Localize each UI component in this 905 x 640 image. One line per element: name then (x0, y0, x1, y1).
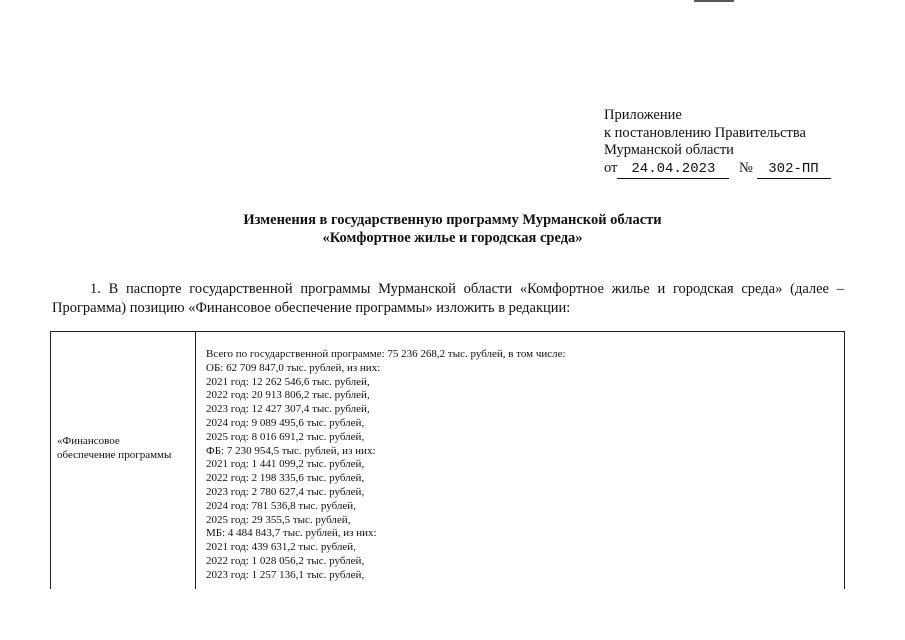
ob-total-line: ОБ: 62 709 847,0 тыс. рублей, из них: (206, 361, 381, 374)
title-line-2: «Комфортное жилье и городская среда» (322, 230, 583, 246)
mb-2022-line: 2022 год: 1 028 056,2 тыс. рублей, (206, 554, 365, 567)
financing-total-line: Всего по государственной программе: 75 236 268,2 тыс. рублей, в том числе: (206, 348, 566, 360)
amendment-paragraph: 1. В паспорте государственной программы Мурманской области «Комфортное жилье и городская среда» (далее – Программа) позицию «Финансовое обеспечение программы» изложить в редакции: (52, 281, 844, 316)
fb-2024-line: 2024 год: 781 536,8 тыс. рублей, (206, 499, 356, 512)
fb-2021-line: 2021 год: 1 441 099,2 тыс. рублей, (206, 458, 365, 471)
appendix-heading: Приложение (604, 107, 682, 123)
top-edge-mark (694, 0, 734, 2)
ob-2021-line: 2021 год: 12 262 546,6 тыс. рублей, (206, 375, 370, 388)
appendix-decree-line: к постановлению Правительства (604, 124, 806, 141)
document-title (0, 211, 905, 247)
table-left-cell (57, 435, 191, 462)
number-prefix: № (739, 159, 753, 176)
appendix-region-line: Мурманской области (604, 142, 734, 158)
fb-2022-line: 2022 год: 2 198 335,6 тыс. рублей, (206, 472, 365, 485)
ob-2024-line: 2024 год: 9 089 495,6 тыс. рублей, (206, 416, 365, 429)
fb-total-line: ФБ: 7 230 954,5 тыс. рублей, из них: (206, 444, 376, 457)
fb-2025-line: 2025 год: 29 355,5 тыс. рублей, (206, 513, 351, 526)
date-prefix: от (604, 159, 618, 176)
appendix-block (604, 107, 831, 179)
table-right-cell (206, 348, 836, 583)
fb-2023-line: 2023 год: 2 780 627,4 тыс. рублей, (206, 485, 365, 498)
title-line-1: Изменения в государственную программу Мурманской области (243, 212, 662, 228)
mb-2021-line: 2021 год: 439 631,2 тыс. рублей, (206, 541, 356, 554)
left-label-line-2: обеспечение программы (57, 448, 172, 461)
financing-table (50, 331, 845, 589)
ob-2022-line: 2022 год: 20 913 806,2 тыс. рублей, (206, 389, 370, 402)
table-column-divider (195, 332, 196, 589)
ob-2023-line: 2023 год: 12 427 307,4 тыс. рублей, (206, 403, 370, 416)
date-value: 24.04.2023 (617, 161, 729, 180)
ob-2025-line: 2025 год: 8 016 691,2 тыс. рублей, (206, 430, 365, 443)
mb-2023-line: 2023 год: 1 257 136,1 тыс. рублей, (206, 568, 365, 581)
number-value: 302-ПП (757, 161, 831, 180)
mb-total-line: МБ: 4 484 843,7 тыс. рублей, из них: (206, 527, 377, 540)
left-label-line-1: «Финансовое (57, 435, 120, 447)
appendix-date-number-line (604, 160, 831, 180)
